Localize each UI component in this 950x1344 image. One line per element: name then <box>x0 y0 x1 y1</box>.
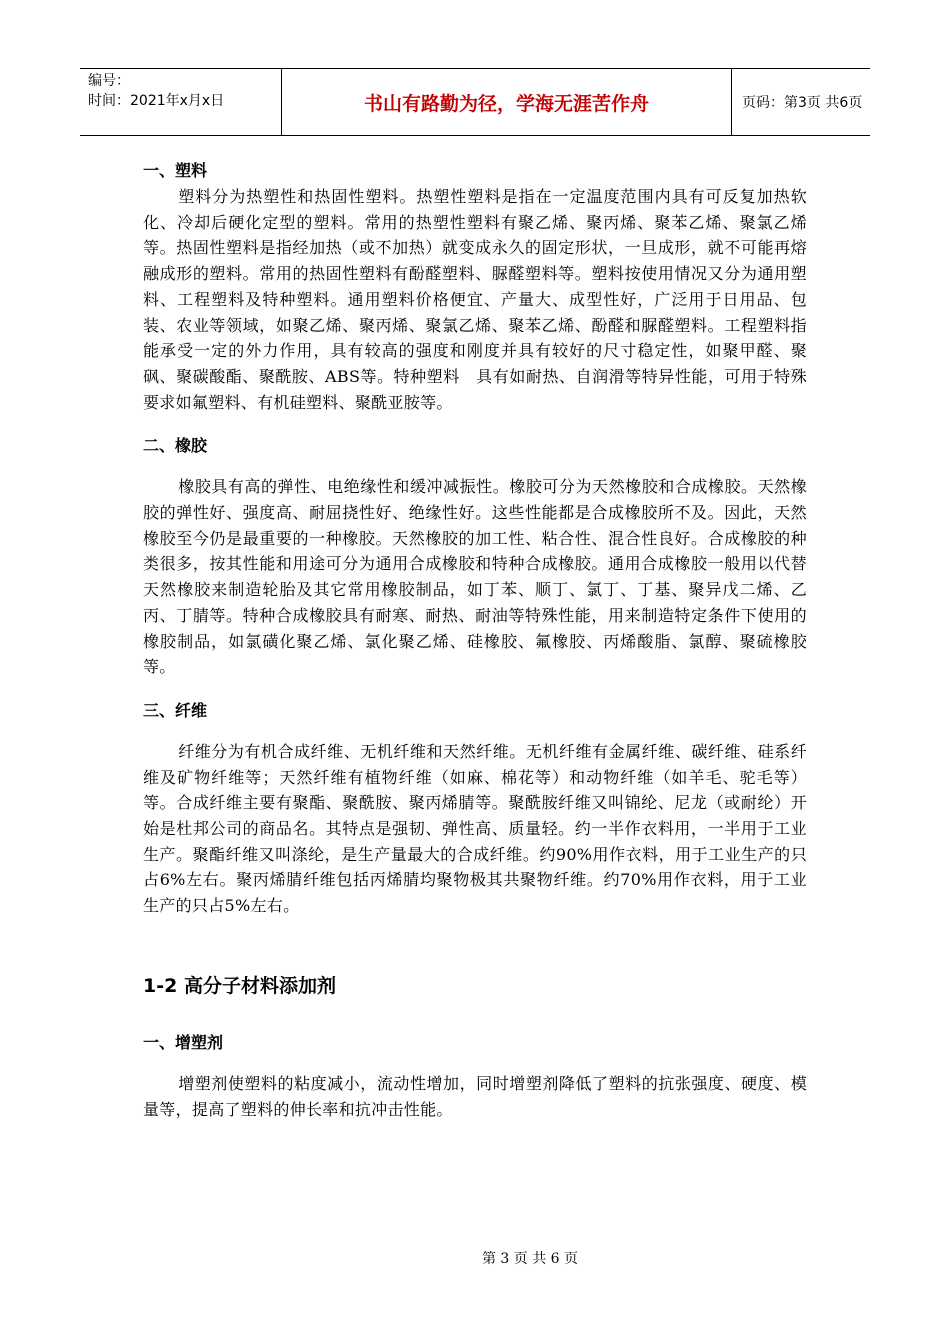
paragraph-plasticizer: 增塑剂使塑料的粘度减小，流动性增加，同时增塑剂降低了塑料的抗张强度、硬度、模量等，提高了塑料的伸长率和抗冲击性能。 <box>143 1073 807 1119</box>
chapter-title-additives: 1-2 高分子材料添加剂 <box>143 974 336 997</box>
section-title-fiber: 三、纤维 <box>143 700 208 720</box>
header-table <box>80 68 870 136</box>
section-title-plasticizer: 一、增塑剂 <box>143 1032 224 1052</box>
header-motto: 书山有路勤为径，学海无涯苦作舟 <box>282 69 732 135</box>
header-page-info: 页码：第3页 共6页 <box>742 95 863 111</box>
header-meta <box>80 69 282 135</box>
paragraph-rubber: 橡胶具有高的弹性、电绝缘性和缓冲减振性。橡胶可分为天然橡胶和合成橡胶。天然橡胶的弹性好、强度高、耐屈挠性好、绝缘性好。这些性能都是合成橡胶所不及。因此，天然橡胶至今仍是最重要的一种橡胶。天然橡胶的加工性、粘合性、混合性良好。合成橡胶的种类很多，按其性能和用途可分为通用合成橡胶和特种合成橡胶。通用合成橡胶一般用以代替天然橡胶来制造轮胎及其它常用橡胶制品，如丁苯、顺丁、氯丁、丁基、聚异戊二烯、乙丙、丁腈等。特种合成橡胶具有耐寒、耐热、耐油等特殊性能，用来制造特定条件下使用的橡胶制品，如氯磺化聚乙烯、氯化聚乙烯、硅橡胶、氟橡胶、丙烯酸脂、氯醇、聚硫橡胶等。 <box>143 477 807 677</box>
section-title-plastics: 一、塑料 <box>143 161 208 180</box>
code-label: 编号： <box>88 73 130 89</box>
date-label: 时间：2021年x月x日 <box>88 93 225 109</box>
document-body <box>143 160 807 1122</box>
section-title-rubber: 二、橡胶 <box>143 436 208 456</box>
page-footer: 第 3 页 共 6 页 <box>481 1251 579 1267</box>
paragraph-plastics: 塑料分为热塑性和热固性塑料。热塑性塑料是指在一定温度范围内具有可反复加热软化、冷却后硬化定型的塑料。常用的热塑性塑料有聚乙烯、聚丙烯、聚苯乙烯、聚氯乙烯等。热固性塑料是指经加热（或不加热）就变成永久的固定形状，一旦成形，就不可能再熔融成形的塑料。常用的热固性塑料有酚醛塑料、脲醛塑料等。塑料按使用情况又分为通用塑料、工程塑料及特种塑料。通用塑料价格便宜、产量大、成型性好，广泛用于日用品、包装、农业等领域，如聚乙烯、聚丙烯、聚氯乙烯、聚苯乙烯、酚醛和脲醛塑料。工程塑料指能承受一定的外力作用，具有较高的强度和刚度并具有较好的尺寸稳定性，如聚甲醛、聚砜、聚碳酸酯、聚酰胺、ABS等。特种塑料 具有如耐热、自润滑等特异性能，可用于特殊要求如氟塑料、有机硅塑料、聚酰亚胺等。 <box>143 187 807 412</box>
paragraph-fiber: 纤维分为有机合成纤维、无机纤维和天然纤维。无机纤维有金属纤维、碳纤维、硅系纤维及矿物纤维等；天然纤维有植物纤维（如麻、棉花等）和动物纤维（如羊毛、驼毛等）等。合成纤维主要有聚酯、聚酰胺、聚丙烯腈等。聚酰胺纤维又叫锦纶、尼龙（或耐纶）开始是杜邦公司的商品名。其特点是强韧、弹性高、质量轻。约一半作衣料用，一半用于工业生产。聚酯纤维又叫涤纶，是生产量最大的合成纤维。约90%用作衣料，用于工业生产的只占6%左右。聚丙烯腈纤维包括丙烯腈均聚物极其共聚物纤维。约70%用作衣料，用于工业生产的只占5%左右。 <box>143 741 807 916</box>
